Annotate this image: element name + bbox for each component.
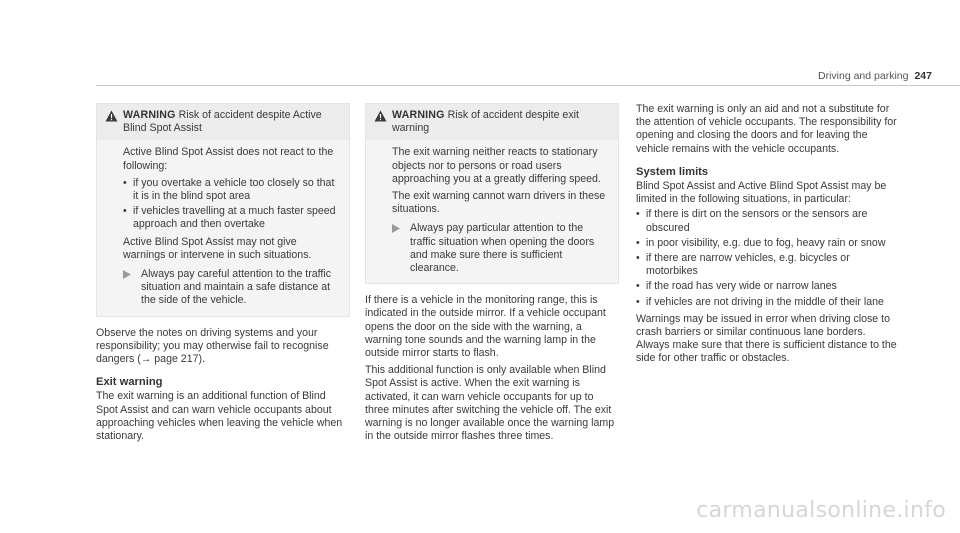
arrow-right-icon — [392, 222, 410, 275]
column-3 — [636, 103, 900, 366]
warning-title — [392, 109, 610, 135]
page-number: 247 — [914, 70, 932, 82]
list-item: • if vehicles travelling at a much faster speed approach and then overtake — [123, 205, 341, 231]
list-item: • if there are narrow vehicles, e.g. bicycles or motorbikes — [636, 252, 900, 278]
list-item: • if there is dirt on the sensors or the sensors are obscured — [636, 208, 900, 234]
warning-keyword: WARNING — [123, 109, 176, 121]
warning-box-active-blind-spot — [96, 103, 350, 317]
warning-header — [366, 104, 618, 140]
limits-bullet-list — [636, 208, 900, 308]
warning-body — [97, 140, 349, 315]
paragraph: This additional function is only available when Blind Spot Assist is active. When the exit warning is activated, it can warn vehicle occupants for up to three minutes after switching the vehicle off. The exit warning is no longer available once the warning lamp in the outside mirror flashes three times. — [365, 364, 615, 443]
tip-text: Always pay careful attention to the traffic situation and maintain a safe distance at the side of the vehicle. — [141, 268, 332, 307]
warning-bullet-list — [123, 177, 341, 232]
watermark: carmanualsonline.info — [696, 498, 946, 523]
paragraph: Observe the notes on driving systems and your responsibility; you may otherwise fail to recognise dangers (→ page 217). — [96, 326, 329, 366]
tip-text: Always pay particular attention to the traffic situation when opening the doors and make sure there is sufficient clearance. — [410, 222, 595, 275]
warning-intro: Active Blind Spot Assist does not react to the following: — [123, 146, 334, 172]
paragraph: Warnings may be issued in error when driving close to crash barriers or similar continuous lane borders. Always make sure that there is sufficient distance to the side for other traffic or obstacles. — [636, 312, 897, 365]
warning-title — [123, 109, 341, 135]
list-item: • if the road has very wide or narrow lanes — [636, 280, 900, 293]
paragraph: If there is a vehicle in the monitoring range, this is indicated in the outside mirror. If a vehicle occupant opens the door on the side with the warning, a warning tone sounds and the warning lamp in the outside mirror starts to flash. — [365, 294, 606, 360]
warning-title-text: Risk of accident despite exit warning — [392, 109, 579, 135]
header-rule — [96, 85, 960, 86]
section-title: Driving and parking — [818, 70, 909, 82]
warning-keyword: WARNING — [392, 109, 445, 121]
warning-text: The exit warning cannot warn drivers in these situations. — [392, 190, 606, 216]
warning-body — [366, 140, 618, 283]
column-2 — [365, 103, 619, 443]
warning-text: Active Blind Spot Assist may not give warnings or intervene in such situations. — [123, 235, 312, 261]
warning-header — [97, 104, 349, 140]
warning-box-exit-warning — [365, 103, 619, 284]
warning-tip — [123, 268, 341, 308]
list-item: • in poor visibility, e.g. due to fog, heavy rain or snow — [636, 237, 900, 250]
list-item: • if you overtake a vehicle too closely so that it is in the blind spot area — [123, 177, 341, 203]
warning-triangle-icon — [105, 109, 123, 135]
paragraph: Blind Spot Assist and Active Blind Spot Assist may be limited in the following situations, in particular: — [636, 180, 887, 206]
warning-triangle-icon — [374, 109, 392, 135]
paragraph: The exit warning is an additional function of Blind Spot Assist and can warn vehicle occupants about approaching vehicles when leaving the vehicle when stationary. — [96, 390, 343, 443]
warning-tip — [392, 222, 610, 275]
warning-text: The exit warning neither reacts to stationary objects nor to persons or road users approaching you at a greatly differing speed. — [392, 146, 601, 185]
list-item: • if vehicles are not driving in the middle of their lane — [636, 296, 900, 309]
column-1 — [96, 103, 350, 443]
section-heading-exit-warning: Exit warning — [96, 376, 163, 389]
paragraph: The exit warning is only an aid and not a substitute for the attention of vehicle occupants. The responsibility for opening and closing the doors and for leaving the vehicle remains with the vehicle occupants. — [636, 103, 897, 155]
running-header — [818, 70, 932, 82]
section-heading-system-limits: System limits — [636, 165, 709, 178]
arrow-right-icon — [123, 268, 141, 308]
warning-title-text: Risk of accident despite Active Blind Spot Assist — [123, 109, 322, 135]
